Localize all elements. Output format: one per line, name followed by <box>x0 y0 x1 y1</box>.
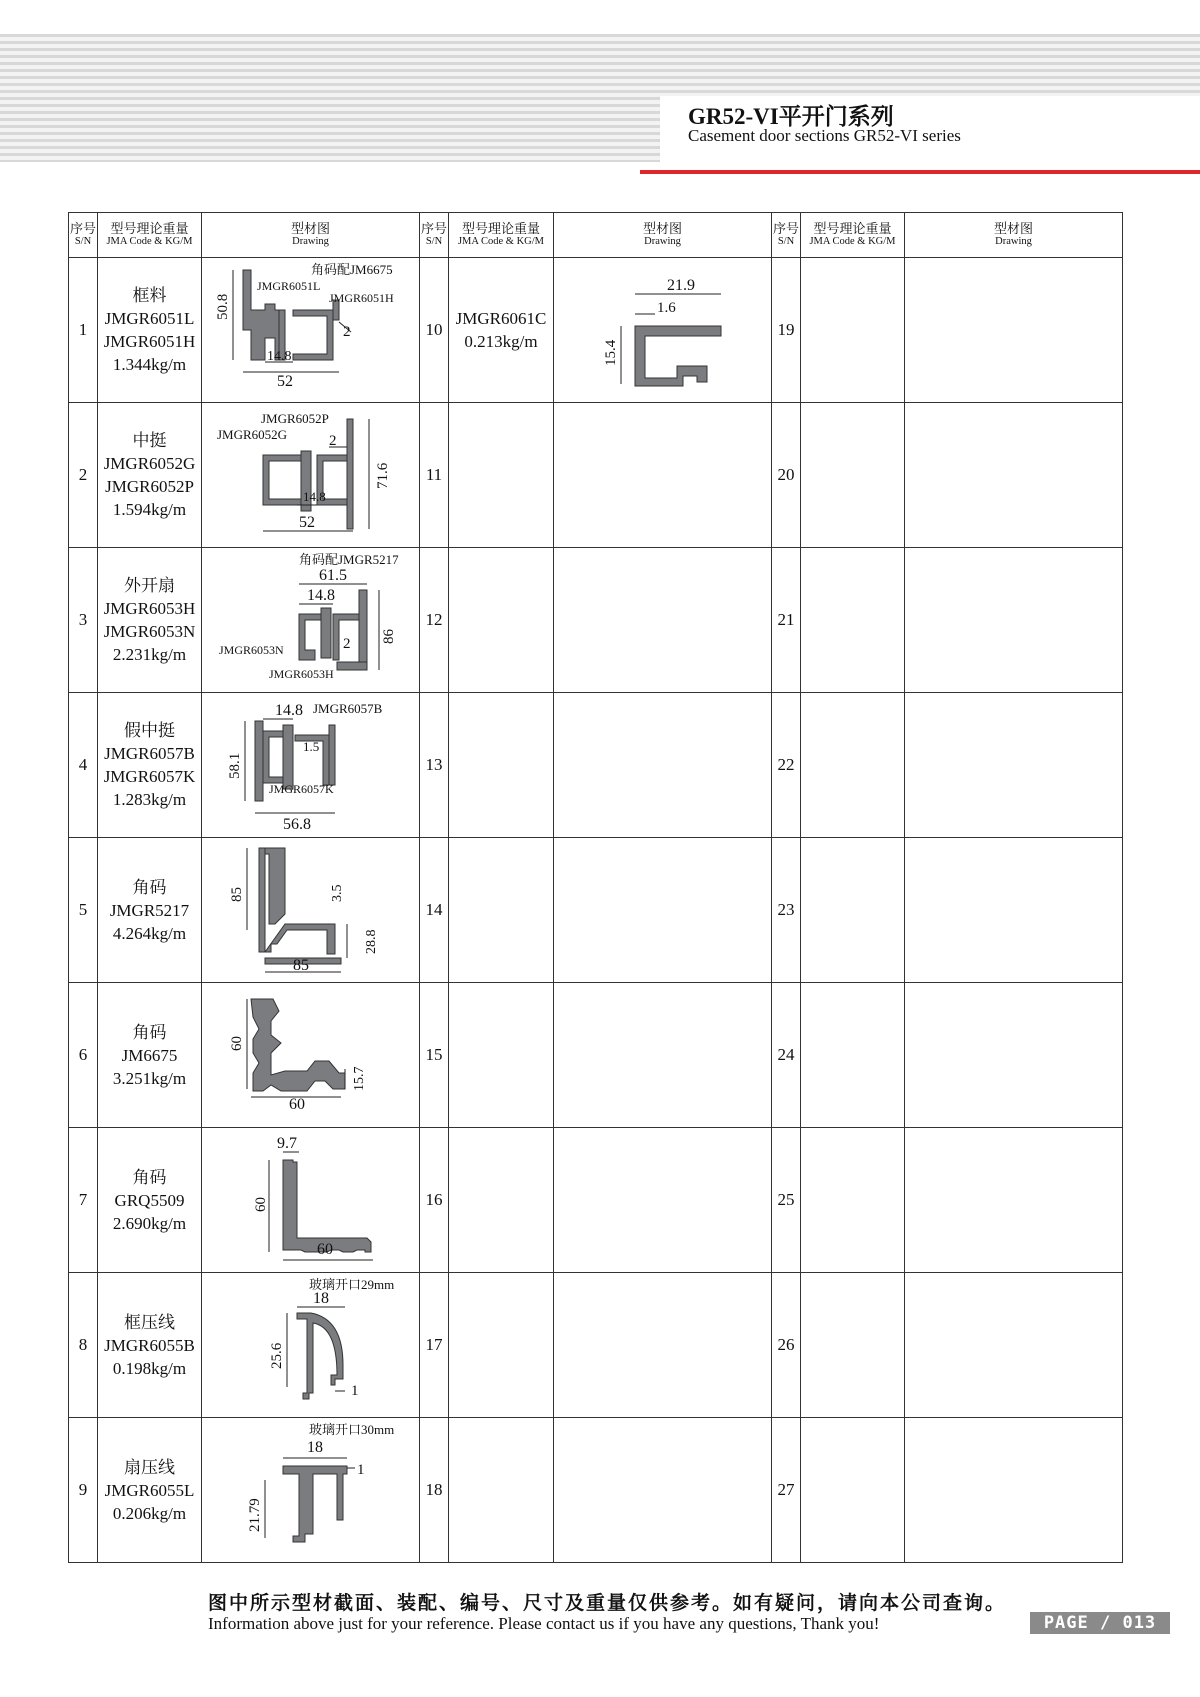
profile-weight: 0.198kg/m <box>112 1358 187 1378</box>
sn-cell: 5 <box>69 838 98 983</box>
dimension-label: 28.8 <box>363 929 379 954</box>
profile-code: JMGR6052G <box>103 454 196 473</box>
profile-weight: 1.283kg/m <box>112 790 187 809</box>
drawing-cell <box>905 838 1123 983</box>
sn-cell: 16 <box>420 1128 449 1273</box>
header-code: 型号理论重量 JMA Code & KG/M <box>449 213 554 258</box>
code-cell <box>801 403 905 548</box>
profile-name: 中挺 <box>132 431 167 450</box>
dimension-label: 50.8 <box>214 293 231 320</box>
profile-weight: 1.344kg/m <box>112 355 187 374</box>
dimension-label: 60 <box>288 1096 305 1113</box>
header-drawing: 型材图 Drawing <box>554 213 772 258</box>
sn-cell: 15 <box>420 983 449 1128</box>
drawing-note: 玻璃开口29mm <box>308 1277 394 1292</box>
drawing-cell <box>554 258 772 403</box>
drawing-cell <box>202 838 420 983</box>
table-row <box>69 983 1123 1128</box>
code-cell <box>98 983 202 1128</box>
code-cell <box>801 548 905 693</box>
table-row <box>69 548 1123 693</box>
header-drawing: 型材图 Drawing <box>202 213 420 258</box>
code-cell <box>449 258 554 403</box>
profile-drawing-jmgr6061c <box>555 260 771 400</box>
sn-cell: 23 <box>772 838 801 983</box>
sn-cell: 12 <box>420 548 449 693</box>
sn-cell: 27 <box>772 1418 801 1563</box>
sn-cell: 21 <box>772 548 801 693</box>
profile-drawing-jmgr6053 <box>203 550 419 690</box>
drawing-code: JMGR6057B <box>312 701 382 716</box>
profile-drawing-jmgr6055l <box>203 1420 419 1560</box>
profile-name: 角码 <box>132 1167 167 1187</box>
profile-code: JMGR6053H <box>103 599 196 618</box>
drawing-cell <box>202 548 420 693</box>
sn-cell: 25 <box>772 1128 801 1273</box>
code-cell <box>801 1418 905 1563</box>
header-red-rule <box>640 170 1200 174</box>
code-cell <box>98 258 202 403</box>
drawing-code: JMGR6053H <box>268 667 334 681</box>
drawing-code: JMGR6052G <box>216 427 287 442</box>
code-cell <box>98 1418 202 1563</box>
dimension-label: 14.8 <box>274 702 303 719</box>
dimension-label: 71.6 <box>374 462 391 489</box>
drawing-cell <box>202 693 420 838</box>
drawing-cell <box>202 1418 420 1563</box>
code-cell <box>449 1418 554 1563</box>
dimension-label: 56.8 <box>282 816 311 833</box>
sn-cell: 7 <box>69 1128 98 1273</box>
sn-cell: 9 <box>69 1418 98 1563</box>
drawing-cell <box>202 983 420 1128</box>
dimension-label: 21.9 <box>666 277 695 294</box>
table-row <box>69 403 1123 548</box>
drawing-code: JMGR6057K <box>268 782 334 796</box>
code-cell <box>449 693 554 838</box>
sn-cell: 13 <box>420 693 449 838</box>
header-sn: 序号 S/N <box>69 213 98 258</box>
profile-table <box>68 212 1123 1563</box>
drawing-note: 角码配JM6675 <box>310 262 393 277</box>
dimension-label: 1 <box>356 1462 364 1478</box>
drawing-cell <box>554 1418 772 1563</box>
drawing-cell <box>905 258 1123 403</box>
profile-weight: 0.206kg/m <box>112 1503 187 1523</box>
sn-cell: 20 <box>772 403 801 548</box>
code-cell <box>801 258 905 403</box>
profile-name: 外开扇 <box>124 576 175 595</box>
code-cell <box>98 403 202 548</box>
dimension-label: 86 <box>380 629 397 644</box>
profile-code: JMGR6057K <box>103 767 196 786</box>
table-row <box>69 1418 1123 1563</box>
dimension-label: 85 <box>292 957 309 974</box>
drawing-cell <box>202 403 420 548</box>
profile-drawing-jmgr6057 <box>203 695 419 835</box>
profile-code: JMGR6051L <box>104 309 195 328</box>
dimension-label: 14.8 <box>302 489 326 504</box>
drawing-cell <box>905 1128 1123 1273</box>
dimension-label: 15.4 <box>602 339 619 366</box>
dimension-label: 60 <box>252 1197 269 1212</box>
drawing-cell <box>905 1418 1123 1563</box>
footer-note-zh: 图中所示型材截面、装配、编号、尺寸及重量仅供参考。如有疑问，请向本公司查询。 <box>208 1592 1007 1614</box>
code-cell <box>449 403 554 548</box>
drawing-cell <box>554 838 772 983</box>
sn-cell: 10 <box>420 258 449 403</box>
code-cell <box>98 548 202 693</box>
profile-drawing-grq5509 <box>203 1130 419 1270</box>
code-cell <box>801 1128 905 1273</box>
drawing-code: JMGR6052P <box>260 411 329 426</box>
dimension-label: 14.8 <box>266 349 291 364</box>
dimension-label: 60 <box>228 1036 245 1051</box>
dimension-label: 60 <box>316 1241 333 1258</box>
dimension-label: 18 <box>312 1290 329 1307</box>
code-cell <box>98 693 202 838</box>
dimension-label: 61.5 <box>318 567 347 584</box>
drawing-cell <box>554 548 772 693</box>
profile-drawing-jmgr6051 <box>203 260 419 400</box>
drawing-code: JMGR6053N <box>218 643 284 657</box>
profile-weight: 0.213kg/m <box>464 332 538 351</box>
code-cell <box>98 1273 202 1418</box>
drawing-cell <box>905 403 1123 548</box>
drawing-note: 角码配JMGR5217 <box>298 552 399 567</box>
profile-weight: 1.594kg/m <box>112 500 187 519</box>
dimension-label: 3.5 <box>329 884 345 902</box>
table-row <box>69 838 1123 983</box>
profile-code: JMGR6061C <box>455 309 547 328</box>
drawing-cell <box>202 1273 420 1418</box>
dimension-label: 21.79 <box>246 1498 263 1532</box>
drawing-cell <box>905 983 1123 1128</box>
dimension-label: 85 <box>228 887 245 902</box>
sn-cell: 1 <box>69 258 98 403</box>
drawing-note: 玻璃开口30mm <box>308 1422 394 1437</box>
dimension-label: 2 <box>328 433 336 449</box>
table-row <box>69 1128 1123 1273</box>
sn-cell: 19 <box>772 258 801 403</box>
sn-cell: 6 <box>69 983 98 1128</box>
table-row <box>69 1273 1123 1418</box>
profile-code: JMGR6053N <box>103 622 196 641</box>
drawing-cell <box>202 1128 420 1273</box>
dimension-label: 1.5 <box>302 739 319 754</box>
profile-name: 角码 <box>132 877 167 897</box>
profile-code: JMGR6052P <box>105 477 194 496</box>
drawing-cell <box>202 258 420 403</box>
profile-drawing-jmgr6055b <box>203 1275 419 1415</box>
profile-code: JMGR6057B <box>104 744 195 763</box>
sn-cell: 24 <box>772 983 801 1128</box>
sn-cell: 3 <box>69 548 98 693</box>
page-title: GR52-VI平开门系列 <box>688 104 894 129</box>
dimension-label: 18 <box>306 1439 323 1456</box>
dimension-label: 2 <box>342 324 350 340</box>
profile-drawing-jm6675 <box>203 985 419 1125</box>
code-cell <box>801 983 905 1128</box>
drawing-cell <box>905 1273 1123 1418</box>
sn-cell: 17 <box>420 1273 449 1418</box>
dimension-label: 14.8 <box>306 587 335 604</box>
profile-name: 假中挺 <box>124 721 175 740</box>
profile-name: 角码 <box>132 1022 167 1042</box>
profile-code: JMGR6055L <box>104 1480 195 1500</box>
page-subtitle: Casement door sections GR52-VI series <box>688 126 961 145</box>
table-header-row <box>69 213 1123 258</box>
code-cell <box>449 983 554 1128</box>
profile-name: 框料 <box>132 286 167 305</box>
drawing-cell <box>905 548 1123 693</box>
dimension-label: 9.7 <box>276 1135 297 1152</box>
profile-code: JMGR6055B <box>104 1335 195 1355</box>
code-cell <box>98 838 202 983</box>
drawing-cell <box>554 693 772 838</box>
sn-cell: 11 <box>420 403 449 548</box>
profile-code: JMGR5217 <box>109 900 190 920</box>
sn-cell: 18 <box>420 1418 449 1563</box>
code-cell <box>449 548 554 693</box>
profile-weight: 4.264kg/m <box>112 923 187 943</box>
dimension-label: 52 <box>276 373 293 390</box>
profile-code: JM6675 <box>121 1045 178 1065</box>
profile-drawing-jmgr6052 <box>203 405 419 545</box>
code-cell <box>801 1273 905 1418</box>
code-cell <box>449 1128 554 1273</box>
profile-weight: 2.231kg/m <box>112 645 187 664</box>
profile-weight: 2.690kg/m <box>112 1213 187 1233</box>
dimension-label: 15.7 <box>351 1066 367 1091</box>
footer-note-en: Information above just for your reference. Please contact us if you have any questions, Thank you! <box>208 1614 880 1633</box>
drawing-cell <box>554 403 772 548</box>
dimension-label: 1 <box>350 1383 358 1399</box>
profile-weight: 3.251kg/m <box>112 1068 187 1088</box>
page-number-badge: PAGE / 013 <box>1030 1612 1170 1634</box>
table-row <box>69 258 1123 403</box>
profile-name: 框压线 <box>124 1312 175 1332</box>
drawing-code: JMGR6051L <box>256 279 320 293</box>
header-sn: 序号 S/N <box>772 213 801 258</box>
sn-cell: 14 <box>420 838 449 983</box>
dimension-label: 52 <box>298 514 315 531</box>
code-cell <box>449 1273 554 1418</box>
drawing-cell <box>554 983 772 1128</box>
code-cell <box>801 838 905 983</box>
sn-cell: 2 <box>69 403 98 548</box>
profile-code: GRQ5509 <box>114 1190 185 1210</box>
sn-cell: 22 <box>772 693 801 838</box>
sn-cell: 8 <box>69 1273 98 1418</box>
dimension-label: 2 <box>342 636 350 652</box>
header-code: 型号理论重量 JMA Code & KG/M <box>98 213 202 258</box>
table-row <box>69 693 1123 838</box>
dimension-label: 1.6 <box>656 300 676 316</box>
header-code: 型号理论重量 JMA Code & KG/M <box>801 213 905 258</box>
dimension-label: 25.6 <box>268 1342 285 1369</box>
drawing-code: JMGR6051H <box>328 291 394 305</box>
drawing-cell <box>554 1273 772 1418</box>
header-sn: 序号 S/N <box>420 213 449 258</box>
code-cell <box>801 693 905 838</box>
header-drawing: 型材图 Drawing <box>905 213 1123 258</box>
sn-cell: 26 <box>772 1273 801 1418</box>
drawing-cell <box>554 1128 772 1273</box>
dimension-label: 58.1 <box>226 752 243 779</box>
code-cell <box>449 838 554 983</box>
profile-code: JMGR6051H <box>103 332 196 351</box>
profile-name: 扇压线 <box>124 1457 175 1477</box>
profile-drawing-jmgr5217 <box>203 840 419 980</box>
sn-cell: 4 <box>69 693 98 838</box>
drawing-cell <box>905 693 1123 838</box>
code-cell <box>98 1128 202 1273</box>
